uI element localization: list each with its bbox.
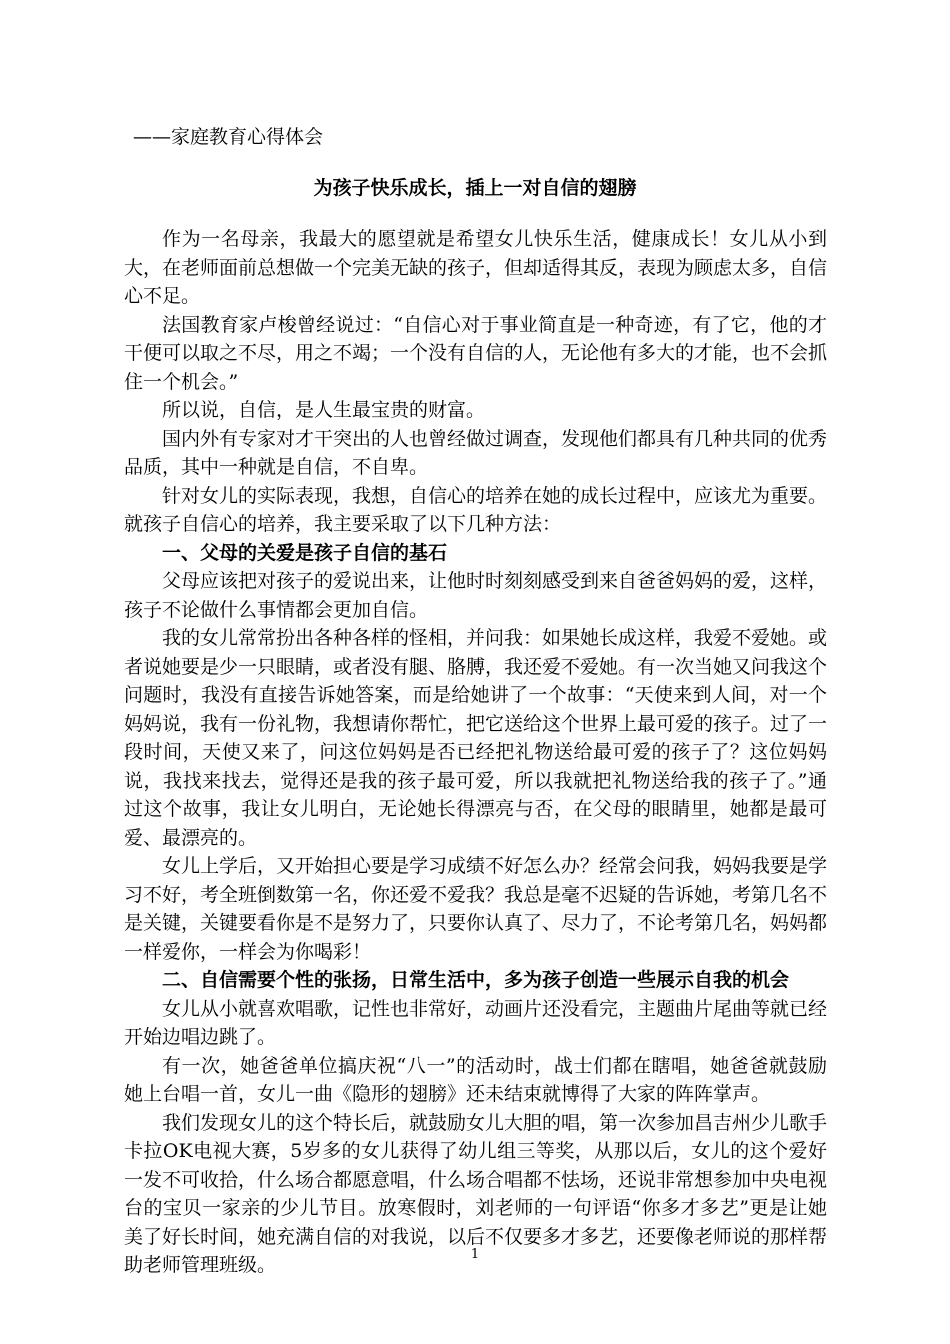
paragraph: 法国教育家卢梭曾经说过：“自信心对于事业简直是一种奇迹，有了它，他的才干便可以取之不尽，用之不竭；一个没有自信的人，无论他有多大的才能，也不会抓住一个机会。” <box>124 313 828 393</box>
section-heading: 一、父母的关爱是孩子自信的基石 <box>162 541 448 564</box>
paragraph: 我的女儿常常扮出各种各样的怪相，并问我：如果她长成这样，我爱不爱她。或者说她要是少一只眼睛，或者没有腿、胳膊，我还爱不爱她。有一次当她又问我这个问题时，我没有直接告诉她答案，而是给她讲了一个故事：“天使来到人间，对一个妈妈说，我有一份礼物，我想请你帮忙，把它送给这个世界上最可爱的孩子。过了一段时间，天使又来了，问这位妈妈是否已经把礼物送给最可爱的孩子了？这位妈妈说，我找来找去，觉得还是我的孩子最可爱，所以我就把礼物送给我的孩子了。”通过这个故事，我让女儿明白，无论她长得漂亮与否，在父母的眼睛里，她都是最可爱、最漂亮的。 <box>124 627 828 849</box>
paragraph: 我们发现女儿的这个特长后，就鼓励女儿大胆的唱，第一次参加昌吉州少儿歌手卡拉OK电视大赛，5岁多的女儿获得了幼儿组三等奖，从那以后，女儿的这个爱好一发不可收拾，什么场合都愿意唱，什么场合唱都不怯场，还说非常想参加中央电视台的宝贝一家亲的少儿节目。放寒假时，刘老师的一句评语“你多才多艺”更是让她美了好长时间，她充满自信的对我说，以后不仅要多才多艺，还要像老师说的那样帮助老师管理班级。 <box>124 1111 828 1276</box>
document-body <box>124 225 827 1280</box>
page-number: 1 <box>470 1247 480 1262</box>
paragraph: 有一次，她爸爸单位搞庆祝“八一”的活动时，战士们都在瞎唱，她爸爸就鼓励她上台唱一首，女儿一曲《隐形的翅膀》还未结束就博得了大家的阵阵掌声。 <box>124 1054 827 1105</box>
paragraph: 女儿上学后，又开始担心要是学习成绩不好怎么办？经常会问我，妈妈我要是学习不好，考全班倒数第一名，你还爱不爱我？我总是毫不迟疑的告诉她，考第几名不是关键，关键要看你是不是努力了，只要你认真了、尽力了，不论考第几名，妈妈都一样爱你，一样会为你喝彩！ <box>124 855 828 963</box>
paragraph: 父母应该把对孩子的爱说出来，让他时时刻刻感受到来自爸爸妈妈的爱，这样，孩子不论做什么事情都会更加自信。 <box>124 570 828 621</box>
section-heading: 二、自信需要个性的张扬，日常生活中，多为孩子创造一些展示自我的机会 <box>162 969 790 991</box>
document-subtitle: ——家庭教育心得体会 <box>133 126 324 148</box>
paragraph: 作为一名母亲，我最大的愿望就是希望女儿快乐生活，健康成长！女儿从小到大，在老师面前总想做一个完美无缺的孩子，但却适得其反，表现为顾虑太多，自信心不足。 <box>124 228 828 307</box>
paragraph: 针对女儿的实际表现，我想，自信心的培养在她的成长过程中，应该尤为重要。就孩子自信心的培养，我主要采取了以下几种方法： <box>124 484 828 535</box>
document-title: 为孩子快乐成长，插上一对自信的翅膀 <box>313 177 637 199</box>
paragraph: 女儿从小就喜欢唱歌，记性也非常好，动画片还没看完，主题曲片尾曲等就已经开始边唱边跳了。 <box>124 997 828 1048</box>
paragraph: 国内外有专家对才干突出的人也曾经做过调查，发现他们都具有几种共同的优秀品质，其中一种就是自信，不自卑。 <box>124 427 828 478</box>
paragraph: 所以说，自信，是人生最宝贵的财富。 <box>162 399 486 421</box>
